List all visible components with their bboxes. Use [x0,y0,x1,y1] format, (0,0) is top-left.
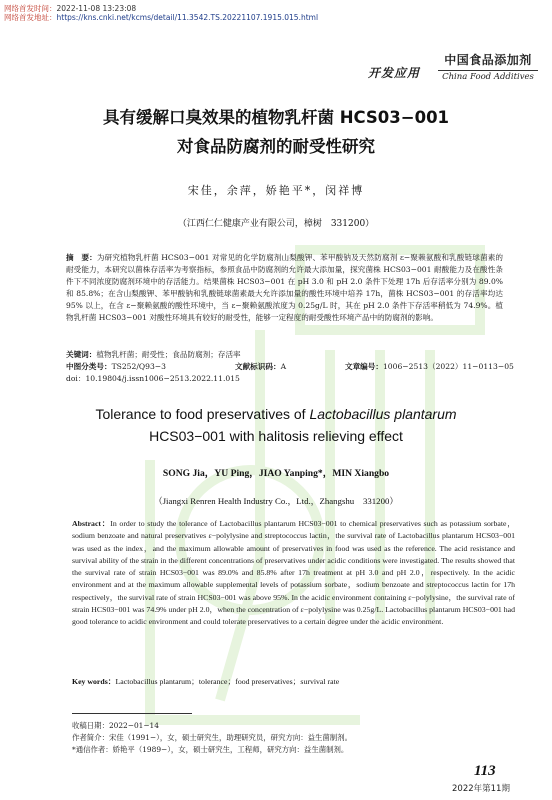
authors-en: SONG Jia，YU Ping，JIAO Yanping*，MIN Xiangbo [162,468,390,479]
doi-value: 10.19804/j.issn1006−2513.2022.11.015 [85,374,240,383]
doi-label: doi： [66,374,86,383]
title-en-line1-pre: Tolerance to food preservatives of [95,406,310,422]
abstract-cn [66,252,503,325]
clc-value: TS252/Q93−3 [111,362,166,371]
pub-time: 2022-11-08 13:23:08 [56,4,137,13]
page-number: 113 [474,763,496,779]
clc-label: 中图分类号： [66,362,112,371]
abstract-en [72,518,515,629]
article-number [345,361,514,373]
abstract-cn-text: 为研究植物乳杆菌 HCS03−001 对常见的化学防腐剂山梨酸钾、苯甲酸钠及天然防腐剂 ε−聚赖氨酸和乳酸链球菌素的耐受能力，本研究以菌株存活率为考察指标，参照食品中防腐剂的允许最大添加量，探究菌株 HCS03−001 耐酸能力及在酸性条件下不同浓度防腐剂环境中的存活能力。结果菌株 HCS03−001 在 pH 3.0 和 pH 2.0 条件下处理 17h 后存活率分别为 89.0% 和 85.8%；在含山梨酸钾、苯甲酸钠和乳酸链球菌素最大允许添加量的酸性环境中培养 17h，菌株 HCS03−001 的存活率均达 95% 以上，在含 ε−聚赖氨酸的酸性环境中，当 ε−聚赖氨酸浓度为 0.25g/L 时，其在 pH 2.0 条件下存活率稍低为 74.9%。植物乳杆菌 HCS03−001 对酸性环境具有较好的耐受性，能够一定程度的耐受酸性环境产品中的防腐剂的影响。 [66,253,504,323]
title-en-line2: HCS03−001 with halitosis relieving effect [149,428,403,444]
keywords-en-label: Key words： [72,677,116,686]
footnote-received: 收稿日期：2022−01−14 [72,721,159,730]
title-cn-line2: 对食品防腐剂的耐受性研究 [177,137,375,156]
issue-label: 2022年第11期 [452,784,510,794]
keywords-cn [66,349,241,361]
section-label: 开发应用 [368,66,421,80]
footnote-divider [72,713,192,714]
authors-cn: 宋佳，余萍，娇艳平*，闵祥博 [187,184,365,197]
title-en-line1 [40,404,512,425]
classification-line [66,361,166,373]
pub-url-link[interactable]: https://kns.cnki.net/kcms/detail/11.3542.TS.20221107.1915.015.html [56,13,319,22]
abstract-cn-label: 摘 要： [66,253,97,262]
pub-time-label: 网络首发时间： [4,4,57,13]
pub-url-line [4,13,318,22]
abstract-en-text: In order to study the tolerance of Lactobacillus plantarum HCS03−001 to chemical preservatives such as potassium sorbate，sodium benzoate and natural preservatives ε−polylysine and streptococcus lactin，the survival rate of Lactobacillus plantarum HCS03−001 was used as the index，and the maximum allowable amount of preservatives in food was used as the reference. The acid resistance and survival ability of the strain in the different concentrations of preservatives under acidic conditions were investigated. The results showed that the survival rate of strain HCS03−001 was 89.0% and 85.8% after 17h treatment at pH 3.0 and pH 2.0，respectively. In the acidic environment and at the maximum allowable supplemental levels of potassium sorbate，sodium benzoate and streptococcus lactin for 17h respectively，the survival rate of strain HCS03−001 was above 95%. In the acidic environment containing ε−polylysine，the survival rate of strain HCS03−001 was 74.9% under pH 2.0，when the concentration of ε−polylysine was 0.25g/L. Lactobacillus plantarum HCS03−001 had good tolerance to acidic environment and could tolerate preservatives to a certain degree under the acidic environment. [72,519,515,627]
article-value: 1006−2513（2022）11−0113−05 [382,362,514,371]
journal-name-cn: 中国食品添加剂 [444,53,532,67]
abstract-en-label: Abstract： [72,519,111,528]
journal-name-box [438,51,538,82]
keywords-cn-label: 关键词： [66,350,97,359]
title-en-line1-italic: Lactobacillus plantarum [309,406,457,422]
affiliation-cn: （江西仁仁健康产业有限公司，樟树 331200） [177,219,375,229]
keywords-en [72,676,515,687]
journal-name-en: China Food Additives [438,70,538,82]
doc-value: A [280,362,287,371]
pub-time-line [4,4,136,13]
title-cn-line1: 具有缓解口臭效果的植物乳杆菌 HCS03−001 [102,108,450,127]
pub-url-label: 网络首发地址： [4,13,57,22]
doc-label: 文献标识码： [235,362,281,371]
keywords-cn-text: 植物乳杆菌；耐受性；食品防腐剂；存活率 [96,350,241,359]
doi-line [66,373,240,385]
article-label: 文章编号： [345,362,383,371]
affiliation-en: （Jiangxi Renren Health Industry Co.，Ltd.，Zhangshu 331200） [153,496,399,506]
doc-code [235,361,286,373]
keywords-en-text: Lactobacillus plantarum；tolerance；food preservatives；survival rate [115,677,340,686]
footnote-author: 作者简介：宋佳（1991−），女，硕士研究生，助理研究员，研究方向：益生菌制剂。 [72,733,352,742]
footnote-corresponding: *通信作者：娇艳平（1989−），女，硕士研究生，工程师，研究方向：益生菌制剂。 [72,745,349,754]
